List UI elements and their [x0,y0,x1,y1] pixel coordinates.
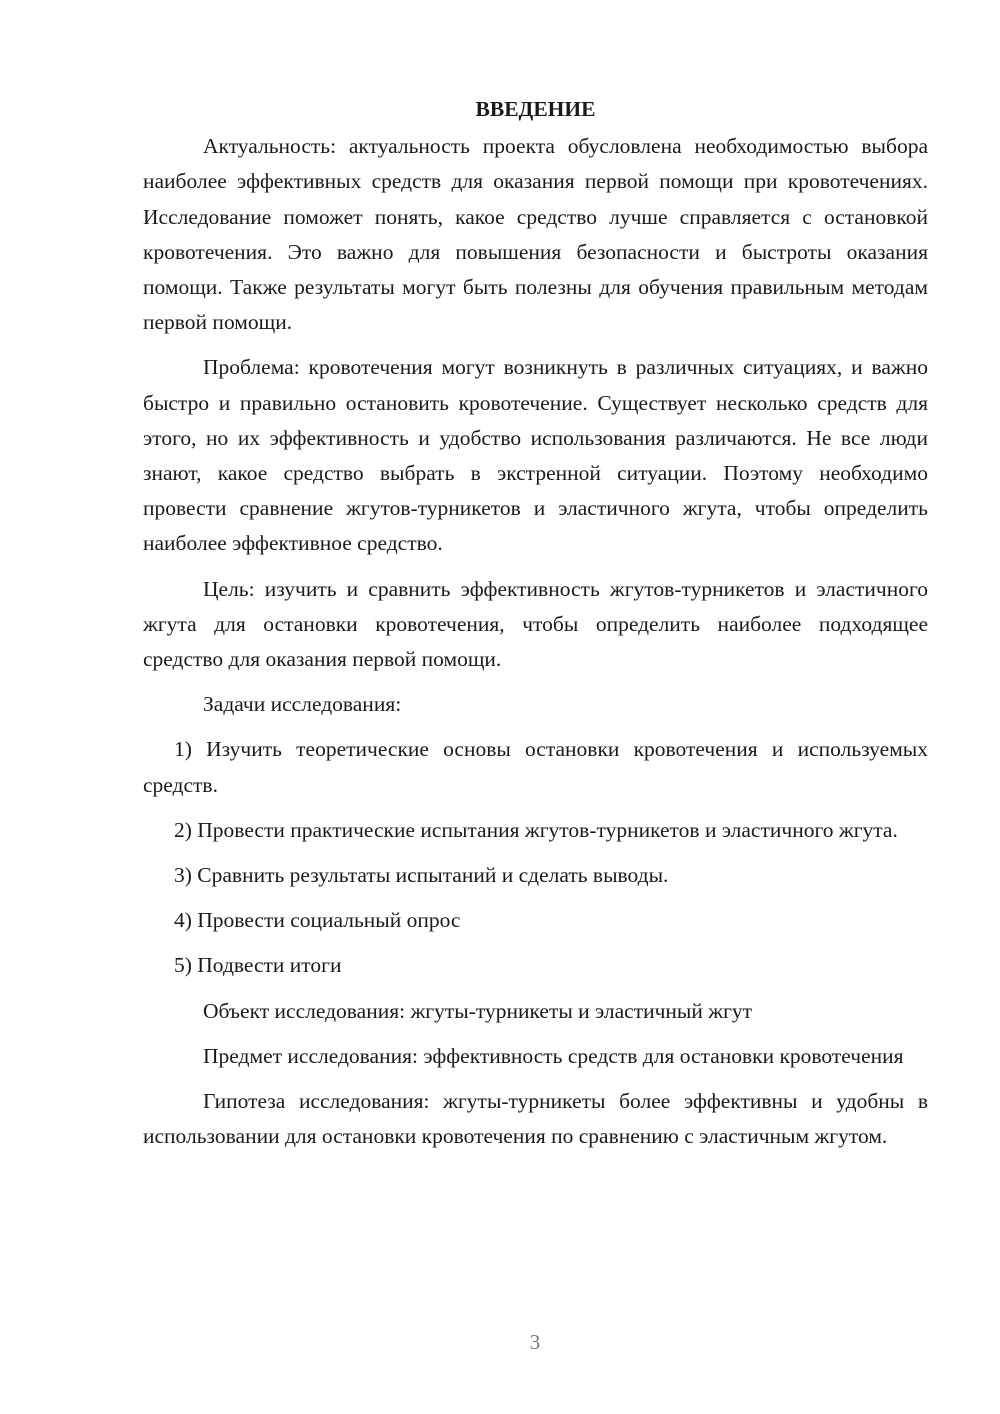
task-item-5: 5) Подвести итоги [174,953,342,978]
goal-paragraph: Цель: изучить и сравнить эффективность жгутов-турникетов и эластичного жгута для остановки кровотечения, чтобы определить наиболее подходящее средство для оказания первой помощи. [143,576,928,672]
relevance-paragraph: Актуальность: актуальность проекта обусловлена необходимостью выбора наиболее эффективных средств для оказания первой помощи при кровотечениях. Исследование поможет понять, какое средство лучше справляется с остановкой кровотечения. Это важно для повышения безопасности и быстроты оказания помощи. Также результаты могут быть полезны для обучения правильным методам первой помощи. [143,134,928,335]
research-object: Объект исследования: жгуты-турникеты и эластичный жгут [203,998,753,1023]
problem-paragraph: Проблема: кровотечения могут возникнуть в различных ситуациях, и важно быстро и правильно остановить кровотечение. Существует несколько средств для этого, но их эффективность и удобство использования различаются. Не все люди знают, какое средство выбрать в экстренной ситуации. Поэтому необходимо провести сравнение жгутов-турникетов и эластичного жгута, чтобы определить наиболее эффективное средство. [143,355,928,556]
research-subject: Предмет исследования: эффективность средств для остановки кровотечения [203,1043,904,1068]
page-number: 3 [529,1330,541,1354]
section-title: ВВЕДЕНИЕ [475,97,596,121]
task-item-4: 4) Провести социальный опрос [174,908,461,933]
task-item-1: 1) Изучить теоретические основы остановки кровотечения и используемых средств. [143,737,928,797]
document-page [143,92,928,1164]
task-item-2: 2) Провести практические испытания жгутов-турникетов и эластичного жгута. [174,817,898,842]
task-item-3: 3) Сравнить результаты испытаний и сделать выводы. [174,863,669,888]
tasks-heading: Задачи исследования: [203,692,402,717]
research-hypothesis: Гипотеза исследования: жгуты-турникеты более эффективны и удобны в использовании для остановки кровотечения по сравнению с эластичным жгутом. [143,1089,928,1149]
